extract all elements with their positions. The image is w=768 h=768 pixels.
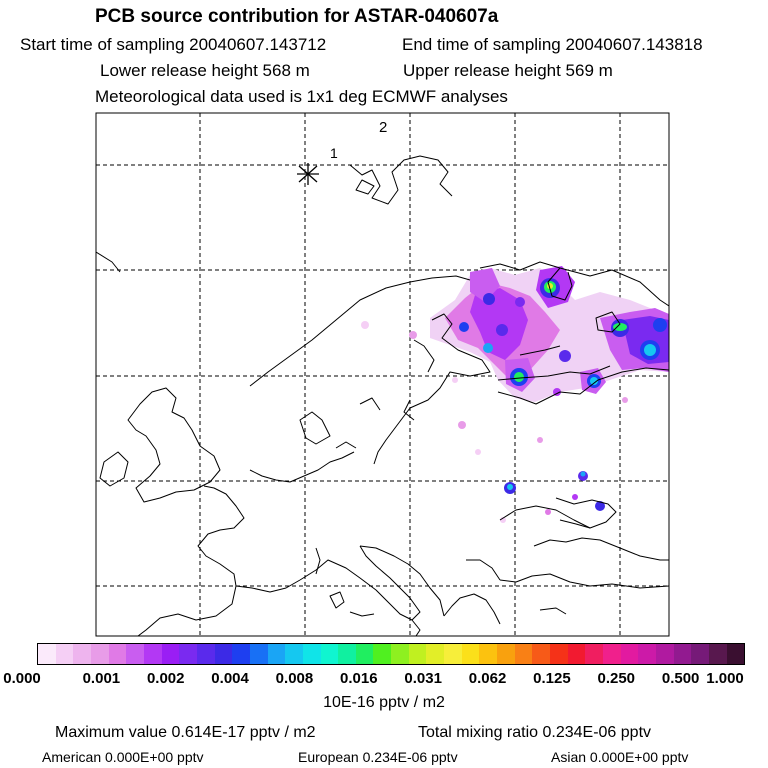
colorbar-segment (338, 644, 356, 664)
colorbar-segment (56, 644, 74, 664)
asian-contribution: Asian 0.000E+00 pptv (551, 749, 689, 765)
colorbar-segment (215, 644, 233, 664)
colorbar-segment (321, 644, 339, 664)
colorbar-segment (515, 644, 533, 664)
colorbar-segment (303, 644, 321, 664)
upper-release-height: Upper release height 569 m (403, 61, 613, 80)
colorbar (37, 643, 745, 665)
colorbar-tick-label: 0.001 (82, 670, 121, 687)
colorbar-segment (144, 644, 162, 664)
colorbar-segment (462, 644, 480, 664)
colorbar-segment (285, 644, 303, 664)
colorbar-segment (162, 644, 180, 664)
colorbar-segment (391, 644, 409, 664)
colorbar-segment (709, 644, 727, 664)
colorbar-tick-label: 0.500 (661, 670, 700, 687)
colorbar-segment (532, 644, 550, 664)
colorbar-tick-label: 0.008 (275, 670, 314, 687)
colorbar-tick-label: 0.031 (404, 670, 442, 687)
colorbar-tick-label: 0.125 (533, 670, 571, 687)
start-time-label: Start time of sampling 20040607.143712 (20, 35, 327, 54)
colorbar-tick-label: 0.250 (597, 670, 636, 687)
colorbar-segment (409, 644, 427, 664)
colorbar-segment (497, 644, 515, 664)
release-site-star-icon (297, 163, 319, 185)
colorbar-segment (232, 644, 250, 664)
colorbar-tick-label: 0.000 (3, 670, 41, 687)
colorbar-segment (550, 644, 568, 664)
plot-title: PCB source contribution for ASTAR-040607a (95, 6, 499, 27)
colorbar-tick-label: 1.000 (706, 670, 744, 687)
colorbar-tick-label: 0.016 (340, 670, 378, 687)
colorbar-units: 10E-16 pptv / m2 (323, 694, 445, 711)
colorbar-segment (585, 644, 603, 664)
marker-label-1: 1 (330, 145, 338, 161)
colorbar-segment (621, 644, 639, 664)
colorbar-segment (356, 644, 374, 664)
colorbar-tick-label: 0.002 (146, 670, 185, 687)
colorbar-segment (91, 644, 109, 664)
colorbar-tick-label: 0.062 (468, 670, 507, 687)
colorbar-segment (109, 644, 127, 664)
colorbar-segment (73, 644, 91, 664)
colorbar-segment (373, 644, 391, 664)
colorbar-segment (638, 644, 656, 664)
colorbar-segment (568, 644, 586, 664)
colorbar-segment (197, 644, 215, 664)
colorbar-segment (179, 644, 197, 664)
colorbar-segment (674, 644, 692, 664)
colorbar-segment (250, 644, 268, 664)
colorbar-segment (38, 644, 56, 664)
colorbar-segment (603, 644, 621, 664)
colorbar-segment (691, 644, 709, 664)
colorbar-tick-label: 0.004 (211, 670, 249, 687)
colorbar-segment (444, 644, 462, 664)
lower-release-height: Lower release height 568 m (100, 61, 310, 80)
colorbar-segment (426, 644, 444, 664)
colorbar-segment (727, 644, 745, 664)
colorbar-segment (479, 644, 497, 664)
meteorological-data-label: Meteorological data used is 1x1 deg ECMWF analyses (95, 87, 508, 106)
european-contribution: European 0.234E-06 pptv (298, 749, 458, 765)
colorbar-segment (126, 644, 144, 664)
american-contribution: American 0.000E+00 pptv (42, 749, 204, 765)
end-time-label: End time of sampling 20040607.143818 (402, 35, 703, 54)
colorbar-segment (656, 644, 674, 664)
total-mixing-ratio-label: Total mixing ratio 0.234E-06 pptv (418, 724, 652, 741)
maximum-value-label: Maximum value 0.614E-17 pptv / m2 (55, 724, 316, 741)
marker-label-2: 2 (379, 119, 388, 136)
colorbar-segment (268, 644, 286, 664)
